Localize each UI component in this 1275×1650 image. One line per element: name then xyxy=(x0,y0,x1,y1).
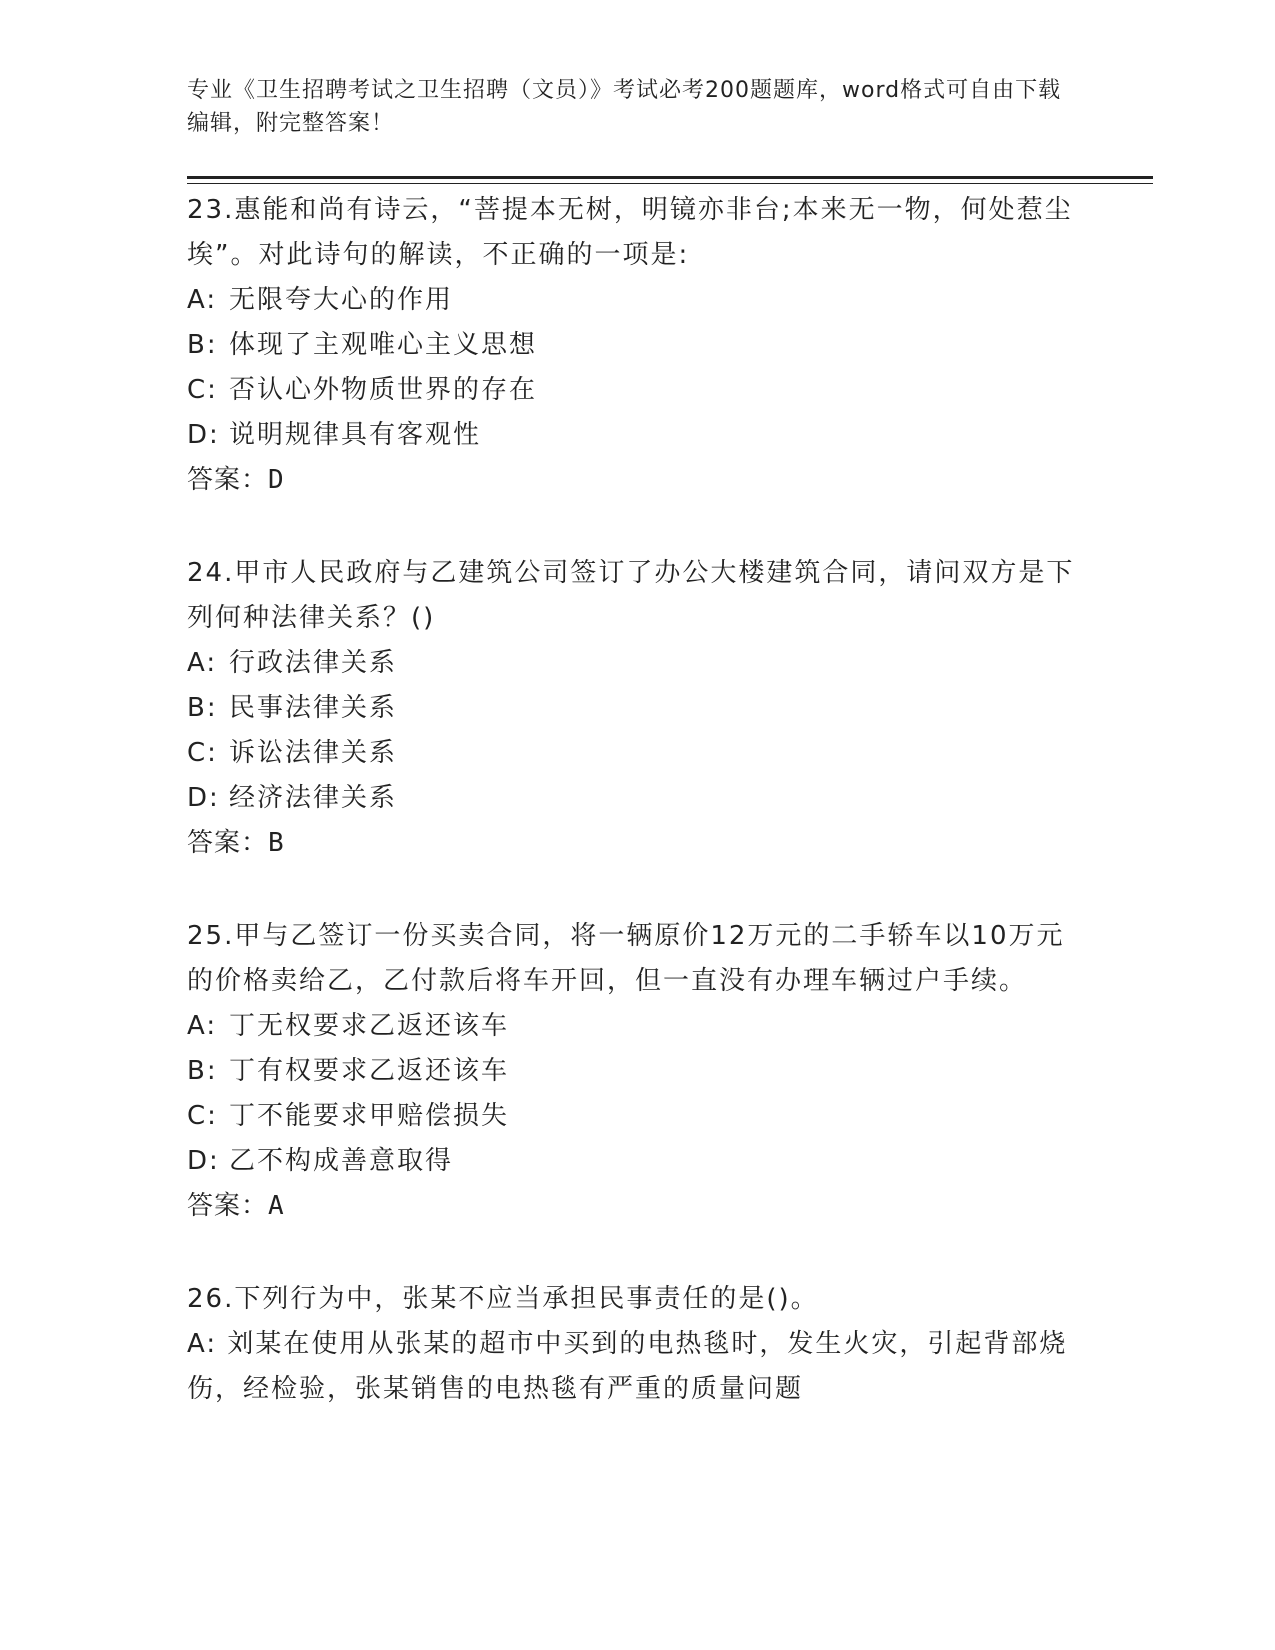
option-c xyxy=(187,1094,1087,1139)
option-letter: A: xyxy=(187,285,218,315)
option-letter: D: xyxy=(187,420,220,450)
question-stem: 24.甲市人民政府与乙建筑公司签订了办公大楼建筑合同，请问双方是下列何种法律关系？() xyxy=(187,558,1075,633)
option-a xyxy=(187,1322,1087,1412)
option-d xyxy=(187,776,1087,821)
option-letter: C: xyxy=(187,1101,218,1131)
option-text: 乙不构成善意取得 xyxy=(229,1146,454,1176)
answer-line: 答案：D xyxy=(187,465,285,495)
option-text: 否认心外物质世界的存在 xyxy=(229,375,538,405)
question-stem: 26.下列行为中，张某不应当承担民事责任的是()。 xyxy=(187,1284,819,1314)
question-24 xyxy=(187,551,1087,866)
question-25 xyxy=(187,914,1087,1229)
option-c xyxy=(187,368,1087,413)
option-letter: C: xyxy=(187,375,218,405)
option-letter: D: xyxy=(187,783,220,813)
option-letter: A: xyxy=(187,648,218,678)
option-d xyxy=(187,413,1087,458)
option-letter: A: xyxy=(187,1011,218,1041)
option-letter: D: xyxy=(187,1146,220,1176)
option-a xyxy=(187,278,1087,323)
option-text: 刘某在使用从张某的超市中买到的电热毯时，发生火灾，引起背部烧伤，经检验，张某销售的电热毯有严重的质量问题 xyxy=(187,1329,1068,1404)
option-text: 体现了主观唯心主义思想 xyxy=(229,330,538,360)
option-a xyxy=(187,641,1087,686)
question-23 xyxy=(187,188,1087,503)
option-text: 丁不能要求甲赔偿损失 xyxy=(229,1101,510,1131)
answer-line: 答案：A xyxy=(187,1191,285,1221)
header-divider-thin xyxy=(187,183,1153,184)
option-text: 行政法律关系 xyxy=(229,648,398,678)
option-letter: B: xyxy=(187,330,218,360)
document-header: 专业《卫生招聘考试之卫生招聘（文员）》考试必考200题题库，word格式可自由下载编辑，附完整答案！ xyxy=(187,78,1062,136)
question-list xyxy=(187,188,1087,1460)
option-letter: B: xyxy=(187,1056,218,1086)
option-b xyxy=(187,323,1087,368)
answer-line: 答案：B xyxy=(187,828,285,858)
question-26 xyxy=(187,1277,1087,1412)
option-text: 无限夸大心的作用 xyxy=(229,285,454,315)
option-text: 丁有权要求乙返还该车 xyxy=(229,1056,510,1086)
option-b xyxy=(187,1049,1087,1094)
option-text: 经济法律关系 xyxy=(229,783,398,813)
question-stem: 23.惠能和尚有诗云，“菩提本无树，明镜亦非台;本来无一物，何处惹尘埃”。对此诗句的解读，不正确的一项是: xyxy=(187,195,1073,270)
question-stem: 25.甲与乙签订一份买卖合同，将一辆原价12万元的二手轿车以10万元的价格卖给乙，乙付款后将车开回，但一直没有办理车辆过户手续。 xyxy=(187,921,1065,996)
option-c xyxy=(187,731,1087,776)
option-text: 说明规律具有客观性 xyxy=(229,420,482,450)
option-letter: B: xyxy=(187,693,218,723)
option-text: 诉讼法律关系 xyxy=(229,738,398,768)
option-text: 丁无权要求乙返还该车 xyxy=(229,1011,510,1041)
header-divider-thick xyxy=(187,176,1153,179)
option-b xyxy=(187,686,1087,731)
option-text: 民事法律关系 xyxy=(229,693,398,723)
option-letter: A: xyxy=(187,1329,218,1359)
option-letter: C: xyxy=(187,738,218,768)
option-a xyxy=(187,1004,1087,1049)
option-d xyxy=(187,1139,1087,1184)
